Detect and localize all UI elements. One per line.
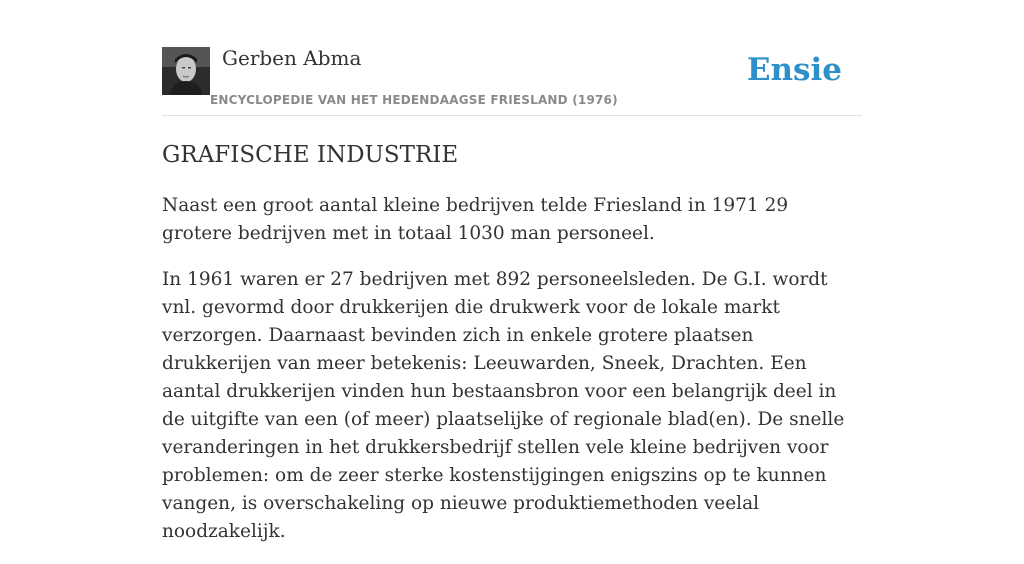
author-name[interactable]: Gerben Abma bbox=[222, 46, 362, 70]
article-body bbox=[162, 192, 862, 564]
author-header bbox=[162, 46, 862, 116]
paragraph-2: In 1961 waren er 27 bedrijven met 892 personeelsleden. De G.I. wordt vnl. gevormd door drukkerijen die drukwerk voor de lokale markt verzorgen. Daarnaast bevinden zich in enkele grotere plaatsen drukkerijen van meer betekenis: Leeuwarden, Sneek, Drachten. Een aantal drukkerijen vinden hun bestaansbron voor een belangrijk deel in de uitgifte van een (of meer) plaatselijke of regionale blad(en). De snelle veranderingen in het drukkersbedrijf stellen vele kleine bedrijven voor problemen: om de zeer sterke kostenstijgingen enigszins op te kunnen vangen, is overschakeling op nieuwe produktiemethoden veelal noodzakelijk. bbox=[162, 269, 845, 542]
source-label[interactable]: ENCYCLOPEDIE VAN HET HEDENDAAGSE FRIESLAND (1976) bbox=[210, 93, 618, 107]
ensie-logo[interactable]: Ensie bbox=[746, 52, 842, 88]
author-avatar[interactable] bbox=[162, 47, 210, 95]
article-title: GRAFISCHE INDUSTRIE bbox=[162, 142, 459, 168]
paragraph-1: Naast een groot aantal kleine bedrijven telde Friesland in 1971 29 grotere bedrijven met in totaal 1030 man personeel. bbox=[162, 195, 789, 244]
